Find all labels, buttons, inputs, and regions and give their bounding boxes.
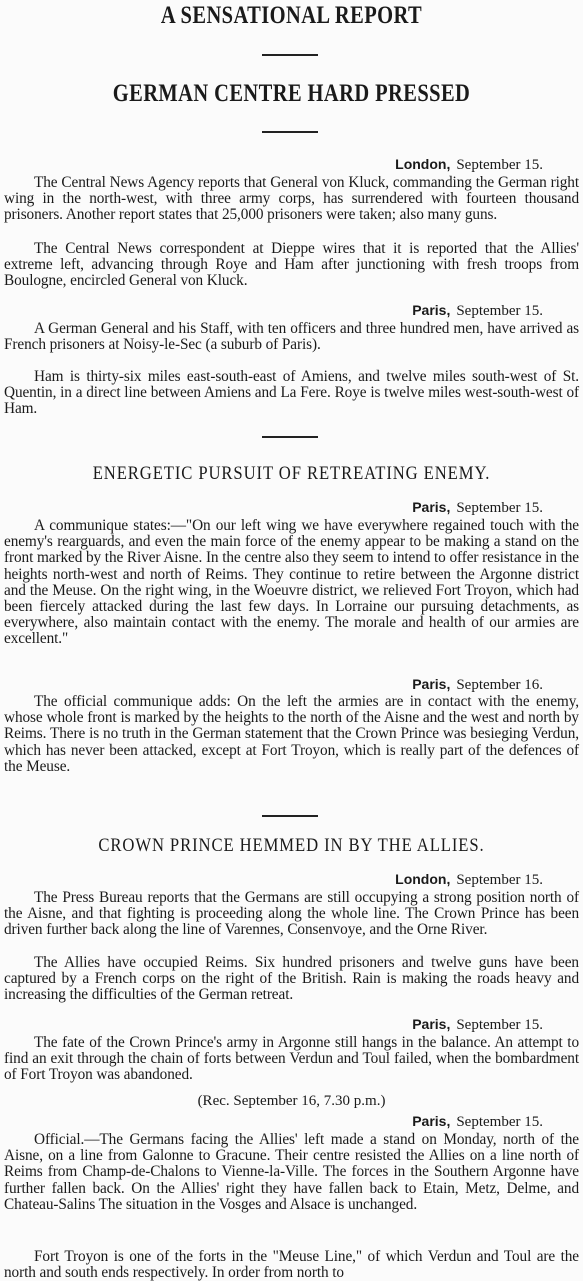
dateline <box>412 1016 543 1034</box>
main-headline: A SENSATIONAL REPORT <box>160 2 423 29</box>
received-note: (Rec. September 16, 7.30 p.m.) <box>197 1093 386 1109</box>
dateline-date: September 15. <box>456 157 543 173</box>
dateline-date: September 15. <box>456 1017 543 1033</box>
dateline <box>412 676 543 694</box>
section-headline: CROWN PRINCE HEMMED IN BY THE ALLIES. <box>98 836 485 856</box>
dateline-date: September 15. <box>456 500 543 516</box>
dateline <box>395 156 543 174</box>
article-paragraph: Fort Troyon is one of the forts in the "Meuse Line," of which Verdun and Toul are the north and south ends respectively. In order from north to <box>4 1248 579 1281</box>
dateline-place: Paris, <box>412 1113 451 1129</box>
dateline <box>395 871 543 889</box>
divider-rule <box>262 436 318 438</box>
article-paragraph: A German General and his Staff, with ten officers and three hundred men, have arrived as French prisoners at Noisy-le-Sec (a suburb of Paris). <box>4 320 579 354</box>
dateline <box>412 302 543 320</box>
article-paragraph: The Central News Agency reports that General von Kluck, commanding the German right wing in the north-west, with three army corps, has surrendered with fourteen thousand prisoners. Another report states that 25,000 prisoners were taken; also many guns. <box>4 174 579 224</box>
article-paragraph: The Press Bureau reports that the Germans are still occupying a strong position north of the Aisne, and that fighting is proceeding along the whole line. The Crown Prince has been driven further back along the line of Varennes, Consenvoye, and the Orne River. <box>4 889 579 939</box>
article-paragraph: The Allies have occupied Reims. Six hundred prisoners and twelve guns have been captured by a French corps on the right of the British. Rain is making the roads heavy and increasing the difficulties of the German retreat. <box>4 954 579 1004</box>
dateline-date: September 15. <box>456 1114 543 1130</box>
dateline-date: September 16. <box>456 677 543 693</box>
dateline-place: London, <box>395 156 451 172</box>
dateline-date: September 15. <box>456 303 543 319</box>
article-paragraph: The official communique adds: On the left the armies are in contact with the enemy, whose whole front is marked by the heights to the north of the Aisne and the west and north by Reims. There is no truth in the German statement that the Crown Prince was besieging Verdun, which has never been attacked, except at Fort Troyon, which is really part of the defences of the Meuse. <box>4 693 579 775</box>
article-paragraph: The fate of the Crown Prince's army in Argonne still hangs in the balance. An attempt to find an exit through the chain of forts between Verdun and Toul failed, when the bombardment of Fort Troyon was abandoned. <box>4 1034 579 1084</box>
divider-rule <box>262 131 318 133</box>
dateline <box>412 499 543 517</box>
divider-rule <box>262 54 318 56</box>
article-paragraph: Official.—The Germans facing the Allies' left made a stand on Monday, north of the Aisne, on a line from Galonne to Gracune. Their centre resisted the Allies on a line north of Reims from Champ-de-Chalons to Vienne-la-Ville. The forces in the Southern Argonne have further fallen back. On the Allies' right they have fallen back to Etain, Metz, Delme, and Chateau-Salins The situation in the Vosges and Alsace is unchanged. <box>4 1131 579 1213</box>
dateline-place: Paris, <box>412 302 451 318</box>
dateline-date: September 15. <box>456 872 543 888</box>
dateline-place: Paris, <box>412 1016 451 1032</box>
article-paragraph: The Central News correspondent at Dieppe wires that it is reported that the Allies' extreme left, advancing through Roye and Ham after junctioning with fresh troops from Boulogne, encircled General von Kluck. <box>4 240 579 290</box>
divider-rule <box>262 815 318 817</box>
section-headline: ENERGETIC PURSUIT OF RETREATING ENEMY. <box>92 464 491 484</box>
article-paragraph: A communique states:—"On our left wing we have everywhere regained touch with the enemy's rearguards, and even the main force of the enemy appear to be making a stand on the front marked by the River Aisne. In the centre also they seem to intend to offer resistance in the heights north-west and north of Reims. They continue to retire between the Argonne district and the Meuse. On the right wing, in the Woeuvre district, we relieved Fort Troyon, which had been fiercely attacked during the last few days. In Lorraine our pursuing detachments, as everywhere, also maintain contact with the enemy. The morale and health of our armies are excellent." <box>4 517 579 647</box>
dateline <box>412 1113 543 1131</box>
dateline-place: London, <box>395 871 451 887</box>
sub-headline: GERMAN CENTRE HARD PRESSED <box>112 80 471 107</box>
dateline-place: Paris, <box>412 676 451 692</box>
dateline-place: Paris, <box>412 499 451 515</box>
article-paragraph: Ham is thirty-six miles east-south-east of Amiens, and twelve miles south-west of St. Quentin, in a direct line between Amiens and La Fere. Roye is twelve miles west-south-west of Ham. <box>4 368 579 418</box>
